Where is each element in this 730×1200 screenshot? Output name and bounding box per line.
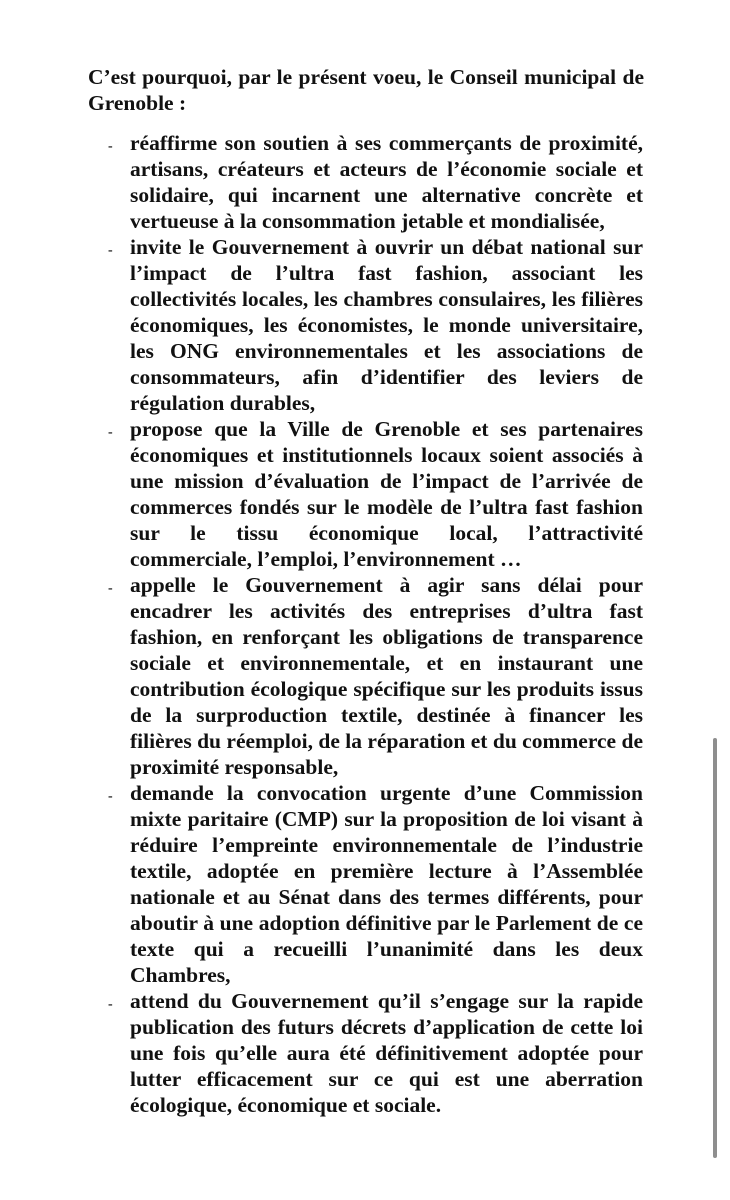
list-item bbox=[0, 988, 730, 1118]
bullet-dash: - bbox=[108, 243, 113, 258]
bullet-dash: - bbox=[108, 789, 113, 804]
list-item-text: réaffirme son soutien à ses commerçants de proximité, artisans, créateurs et acteurs de l’économie sociale et solidaire, qui incarnent une alternative concrète et vertueuse à la consommation jetable et mondialisée, bbox=[130, 131, 643, 233]
bullet-dash: - bbox=[108, 581, 113, 596]
list-item bbox=[0, 572, 730, 780]
bullet-dash: - bbox=[108, 139, 113, 154]
list-item-text: invite le Gouvernement à ouvrir un débat national sur l’impact de l’ultra fast fashion, associant les collectivités locales, les chambres consulaires, les filières économiques, les économistes, le monde universitaire, les ONG environnementales et les associations de consommateurs, afin d’identifier des leviers de régulation durables, bbox=[130, 235, 643, 415]
list-item bbox=[0, 130, 730, 234]
list-item bbox=[0, 234, 730, 416]
resolution-list bbox=[0, 130, 730, 1118]
list-item-text: appelle le Gouvernement à agir sans délai pour encadrer les activités des entreprises d’ultra fast fashion, en renforçant les obligations de transparence sociale et environnementale, et en instaurant une contribution écologique spécifique sur les produits issus de la surproduction textile, destinée à financer les filières du réemploi, de la réparation et du commerce de proximité responsable, bbox=[130, 573, 643, 779]
intro-paragraph: C’est pourquoi, par le présent voeu, le Conseil municipal de Grenoble : bbox=[88, 65, 644, 115]
list-item-text: demande la convocation urgente d’une Commission mixte paritaire (CMP) sur la proposition de loi visant à réduire l’empreinte environnementale de l’industrie textile, adoptée en première lecture à l’Assemblée nationale et au Sénat dans des termes différents, pour aboutir à une adoption définitive par le Parlement de ce texte qui a recueilli l’unanimité dans les deux Chambres, bbox=[130, 781, 643, 987]
list-item bbox=[0, 780, 730, 988]
list-item-text: propose que la Ville de Grenoble et ses partenaires économiques et institutionnels locaux soient associés à une mission d’évaluation de l’impact de l’arrivée de commerces fondés sur le modèle de l’ultra fast fashion sur le tissu économique local, l’attractivité commerciale, l’emploi, l’environnement … bbox=[130, 417, 643, 571]
list-item bbox=[0, 416, 730, 572]
bullet-dash: - bbox=[108, 997, 113, 1012]
list-item-text: attend du Gouvernement qu’il s’engage sur la rapide publication des futurs décrets d’application de cette loi une fois qu’elle aura été définitivement adoptée pour lutter efficacement sur ce qui est une aberration écologique, économique et sociale. bbox=[130, 989, 643, 1117]
bullet-dash: - bbox=[108, 425, 113, 440]
vertical-scrollbar[interactable] bbox=[713, 738, 717, 1158]
